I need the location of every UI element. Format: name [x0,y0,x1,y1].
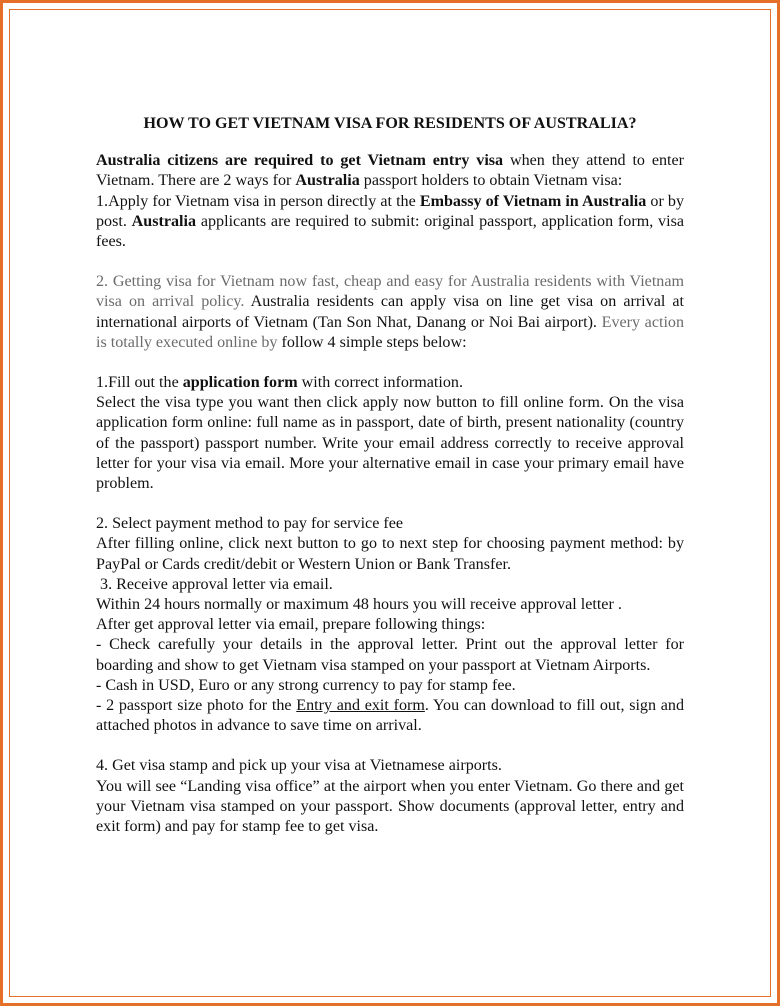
spacer [96,252,684,272]
way-1-paragraph: 1.Apply for Vietnam visa in person directly at the Embassy of Vietnam in Australia or by post. Australia applicants are required to submit: original passport, application form, visa fees. [96,192,685,251]
page-title: HOW TO GET VIETNAM VISA FOR RESIDENTS OF AUSTRALIA? [143,115,637,132]
spacer [96,494,684,514]
step-2-heading: 2. Select payment method to pay for service fee [96,515,404,533]
step-3-item-1: - Check carefully your details in the approval letter. Print out the approval letter for boarding and show to get Vietnam visa stamped on your passport at Vietnam Airports. [96,636,684,674]
step-3-heading: 3. Receive approval letter via email. [96,575,333,593]
step-3-line-2: After get approval letter via email, prepare following things: [96,616,486,634]
step-2-body: After filling online, click next button to go to next step for choosing payment method: by PayPal or Cards credit/debit or Western Union or Bank Transfer. [96,535,684,573]
step-3-line-1: Within 24 hours normally or maximum 48 hours you will receive approval letter . [96,596,622,614]
intro-paragraph: Australia citizens are required to get Vietnam entry visa when they attend to enter Vietnam. There are 2 ways for Australia passport holders to obtain Vietnam visa: [96,152,684,190]
step-4-heading: 4. Get visa stamp and pick up your visa at Vietnamese airports. [96,757,502,775]
spacer [96,736,684,756]
step-1-heading: 1.Fill out the application form with correct information. [96,374,463,392]
step-3-item-3: - 2 passport size photo for the Entry and exit form. You can download to fill out, sign and attached photos in advance to save time on arrival. [96,697,684,735]
step-1-body: Select the visa type you want then click apply now button to fill online form. On the visa application form online: full name as in passport, date of birth, present nationality (country of the passport) passport number. Write your email address correctly to receive approval letter for your visa via email. More your alternative email in case your primary email have problem. [96,394,684,493]
step-4-body: You will see “Landing visa office” at the airport when you enter Vietnam. Go there and get your Vietnam visa stamped on your passport. Show documents (approval letter, entry and exit form) and pay for stamp fee to get visa. [96,777,684,836]
spacer [96,353,684,373]
step-3-item-2: - Cash in USD, Euro or any strong currency to pay for stamp fee. [96,676,516,694]
way-2-paragraph: 2. Getting visa for Vietnam now fast, cheap and easy for Australia residents with Vietnam visa on arrival policy. Australia residents can apply visa on line get visa on arrival at international airports of Vietnam (Tan Son Nhat, Danang or Noi Bai airport). Every action is totally executed online by follow 4 simple steps below: [96,273,685,351]
entry-exit-form-link[interactable]: Entry and exit form [296,697,425,715]
document-body [96,114,684,837]
